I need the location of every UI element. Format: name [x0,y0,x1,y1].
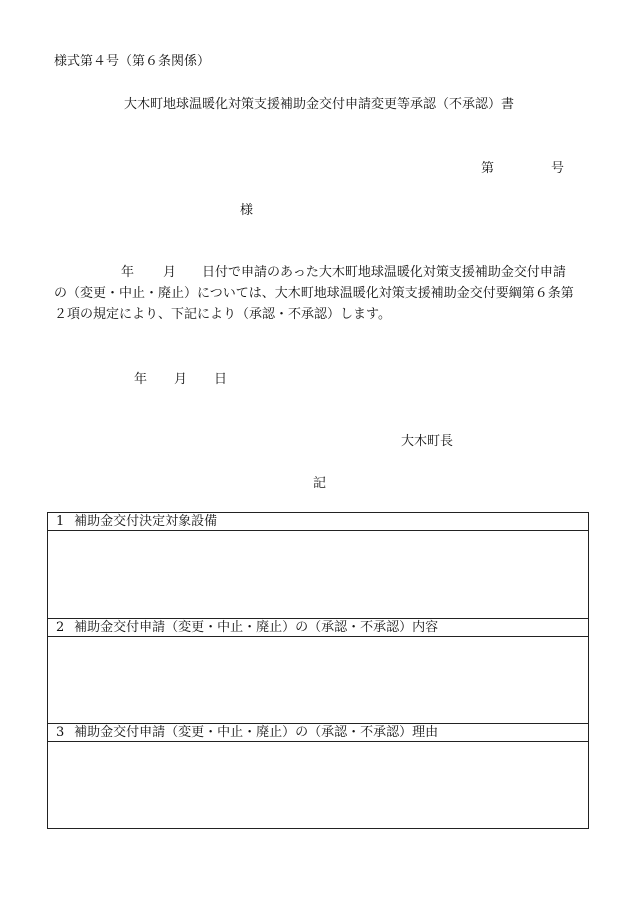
body-line-1: 日付で申請のあった大木町地球温暖化対策支援補助金交付申請 [202,265,566,280]
section-3-header [48,724,589,742]
section-number: 3 [56,725,65,740]
addressee-honorific: 様 [240,203,254,218]
section-body-row [48,531,589,619]
body-month-label: 月 [163,265,177,280]
section-label: 補助金交付申請（変更・中止・廃止）の（承認・不承認）理由 [74,725,439,740]
detail-table [47,512,589,829]
section-1-header [48,513,589,531]
section-3-content[interactable] [48,742,589,829]
section-header-row [48,724,589,742]
date-year-label: 年 [134,372,148,387]
section-label: 補助金交付申請（変更・中止・廃止）の（承認・不承認）内容 [74,620,439,635]
section-number: 2 [56,620,65,635]
form-number: 様式第４号（第６条関係） [54,54,211,69]
section-body-row [48,742,589,829]
issuer-name: 大木町長 [401,434,454,449]
section-header-row [48,619,589,637]
section-label: 補助金交付決定対象設備 [74,514,218,529]
section-1-content[interactable] [48,531,589,619]
section-body-row [48,637,589,724]
body-line-2: の（変更・中止・廃止）については、大木町地球温暖化対策支援補助金交付要綱第６条第 [54,286,574,301]
section-2-content[interactable] [48,637,589,724]
document-title: 大木町地球温暖化対策支援補助金交付申請変更等承認（不承認）書 [123,97,514,112]
date-month-label: 月 [174,372,188,387]
date-day-label: 日 [214,372,228,387]
document-number-suffix: 号 [551,161,565,176]
section-number: 1 [56,514,65,529]
section-header-row [48,513,589,531]
body-year-label: 年 [121,265,135,280]
body-line-3: ２項の規定により、下記により（承認・不承認）します。 [54,307,391,322]
ki-heading: 記 [313,476,327,491]
section-2-header [48,619,589,637]
document-number-prefix: 第 [481,161,495,176]
